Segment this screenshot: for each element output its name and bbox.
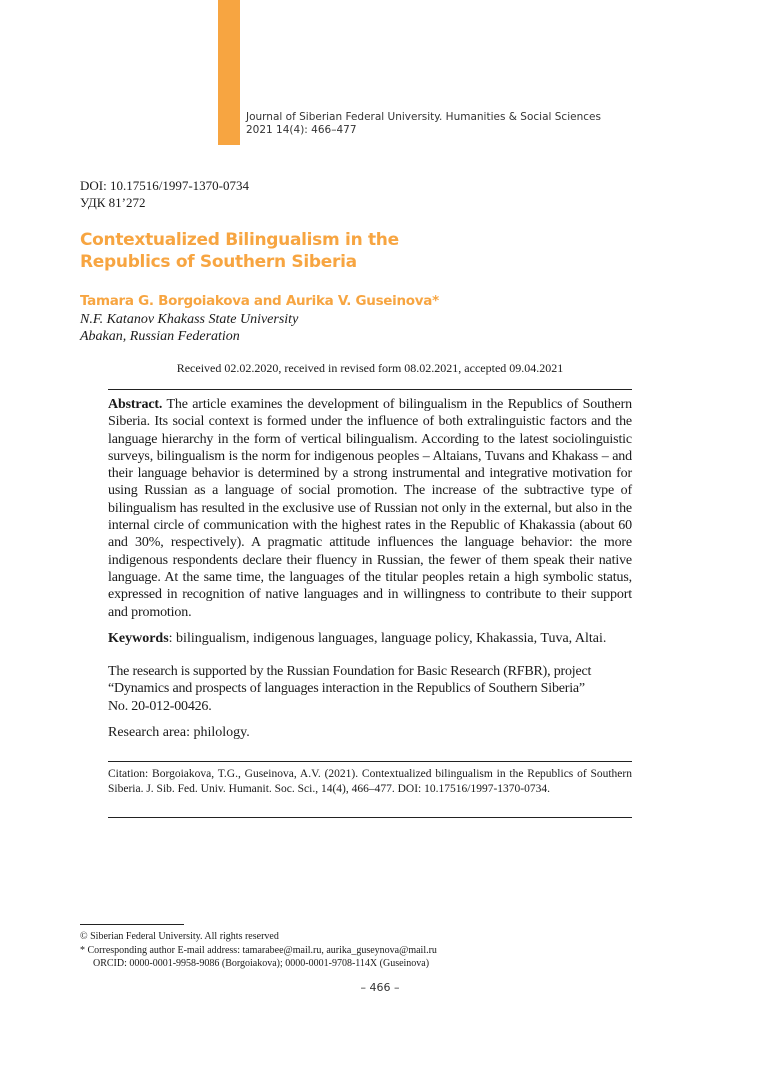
copyright-note: © Siberian Federal University. All rights reserved bbox=[80, 931, 279, 942]
funding-line-1: The research is supported by the Russian Foundation for Basic Research (RFBR), project bbox=[108, 664, 592, 679]
abstract-top-rule bbox=[108, 389, 632, 390]
title-line-2: Republics of Southern Siberia bbox=[80, 252, 357, 272]
affiliation-university: N.F. Katanov Khakass State University bbox=[80, 312, 299, 327]
research-area: Research area: philology. bbox=[108, 725, 250, 740]
citation-top-rule bbox=[108, 761, 632, 762]
corresponding-author-note: * Corresponding author E-mail address: tamarabee@mail.ru, aurika_guseynova@mail.ru bbox=[80, 944, 437, 956]
journal-issue: 2021 14(4): 466–477 bbox=[246, 124, 357, 136]
keywords-text: : bilingualism, indigenous languages, language policy, Khakassia, Tuva, Altai. bbox=[168, 631, 607, 646]
udk: УДК 81’272 bbox=[80, 195, 146, 210]
funding-line-3: No. 20-012-00426. bbox=[108, 698, 212, 714]
citation-bottom-rule bbox=[108, 817, 632, 818]
funding-note bbox=[108, 663, 632, 715]
received-dates: Received 02.02.2020, received in revised form 08.02.2021, accepted 09.04.2021 bbox=[176, 361, 564, 375]
footnote-rule bbox=[80, 924, 184, 925]
orcid-note: ORCID: 0000-0001-9958-9086 (Borgoiakova); 0000-0001-9708-114X (Guseinova) bbox=[93, 958, 430, 969]
citation: Citation: Borgoiakova, T.G., Guseinova, A.V. (2021). Contextualized bilingualism in the Republics of Southern Siberia. J. Sib. Fed. Univ. Humanit. Soc. Sci., 14(4), 466–477. DOI: 10.17516/1997-1370-0734. bbox=[108, 768, 632, 795]
keywords bbox=[108, 630, 632, 647]
journal-header bbox=[246, 111, 601, 137]
affiliation bbox=[80, 311, 298, 345]
journal-name: Journal of Siberian Federal University. Humanities & Social Sciences bbox=[246, 111, 601, 123]
authors: Tamara G. Borgoiakova and Aurika V. Guseinova* bbox=[80, 293, 439, 309]
article-title bbox=[80, 229, 500, 273]
abstract-text: The article examines the development of bilingualism in the Republics of Southern Siberia. Its social context is formed under the influence of both extralinguistic factors and the language hierarchy in the form of vertical bilingualism. According to the latest sociolinguistic surveys, bilingualism is the norm for indigenous peoples – Altaians, Tuvans and Khakass – and their language behavior is determined by a strong instrumental and integrative motivation for using Russian as a language of social promotion. The increase of the subtractive type of bilingualism has resulted in the exclusive use of Russian not only in the external, but also in the internal circle of communication with the highest rates in the Republic of Khakassia (about 60 and 30%, respectively). A pragmatic attitude influences the language behavior: the more indigenous respondents declare their fluency in Russian, the fewer of them speak their native language. At the same time, the languages of the titular peoples retain a high symbolic status, expressed in recognition of native languages and in willingness to contribute to their support and promotion. bbox=[108, 397, 632, 620]
funding-line-2: “Dynamics and prospects of languages interaction in the Republics of Southern Siberia” bbox=[108, 681, 585, 697]
accent-bar bbox=[218, 0, 240, 145]
doi: DOI: 10.17516/1997-1370-0734 bbox=[80, 178, 249, 193]
footnotes bbox=[80, 930, 437, 971]
affiliation-location: Abakan, Russian Federation bbox=[80, 329, 240, 344]
abstract-label: Abstract. bbox=[108, 397, 163, 412]
keywords-label: Keywords bbox=[108, 631, 169, 646]
page-number: – 466 – bbox=[360, 981, 400, 994]
title-line-1: Contextualized Bilingualism in the bbox=[80, 230, 399, 250]
abstract bbox=[108, 396, 632, 621]
article-meta bbox=[80, 177, 249, 211]
